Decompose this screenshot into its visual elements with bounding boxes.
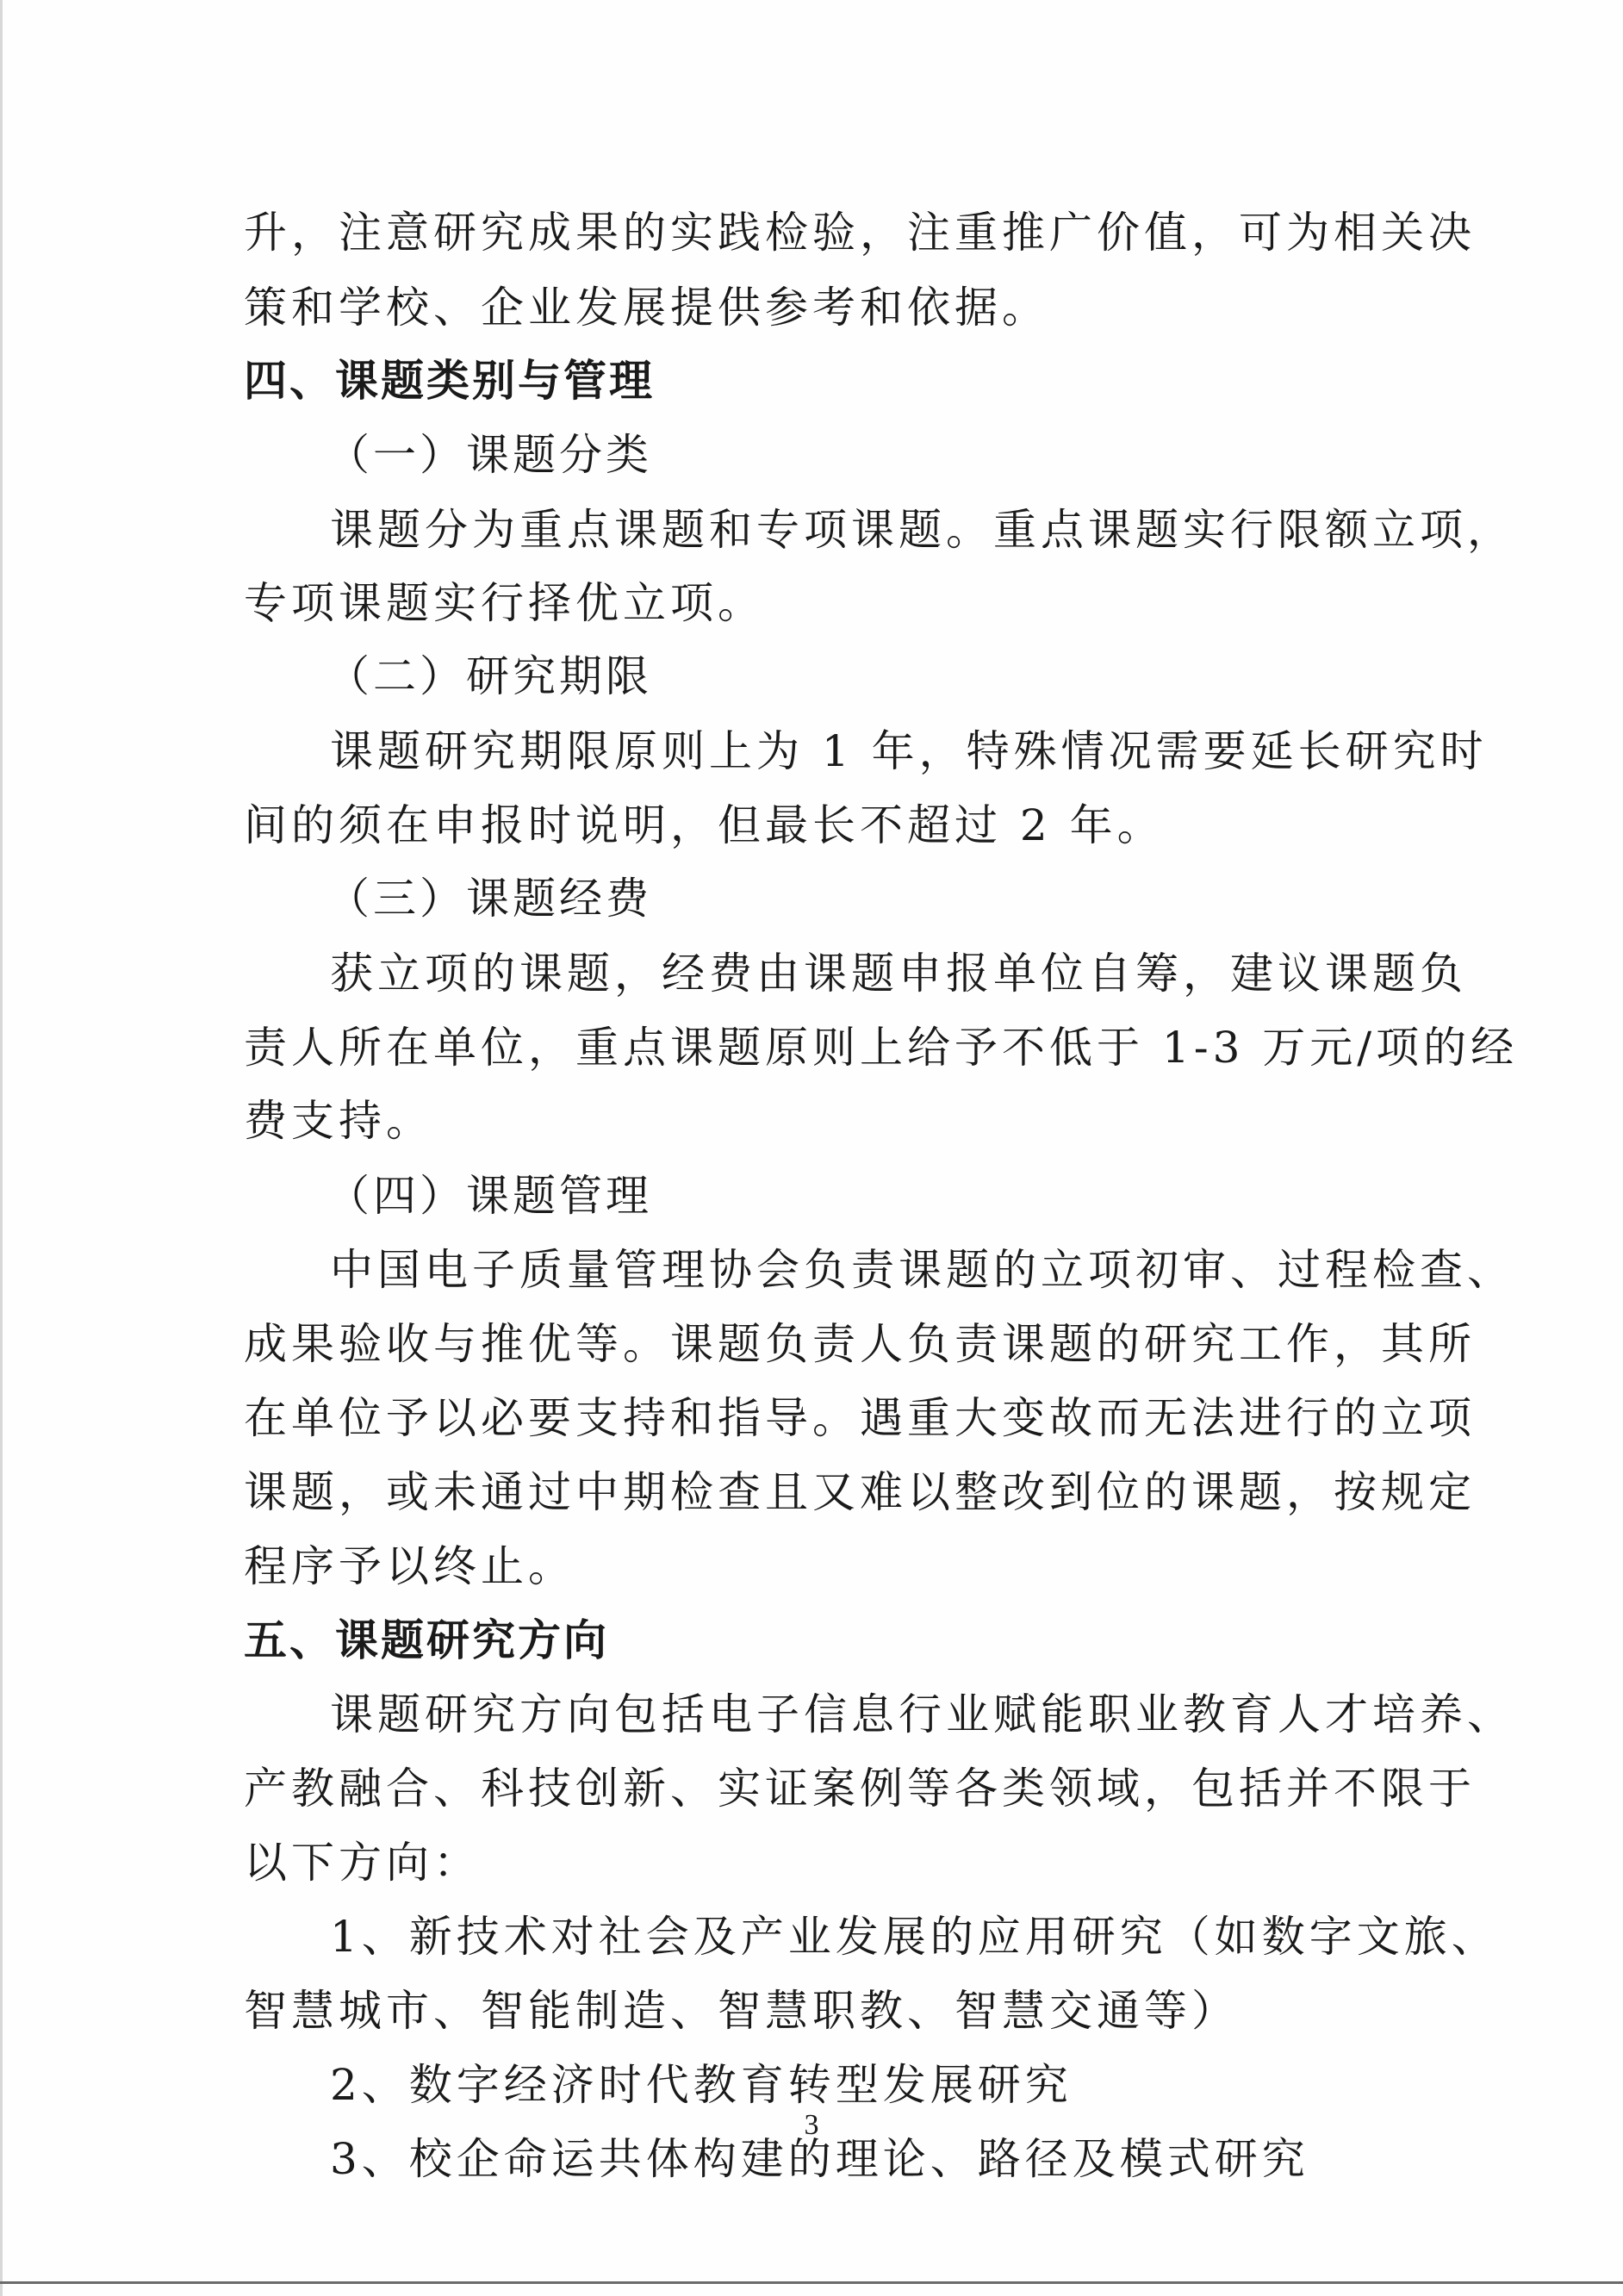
subsection-heading: （四）课题管理 <box>326 1171 652 1221</box>
bottom-rule <box>0 2281 1623 2284</box>
subsection-heading: （一）课题分类 <box>326 430 652 480</box>
paragraph-line: 中国电子质量管理协会负责课题的立项初审、过程检查、 <box>330 1245 1514 1295</box>
paragraph-line: 课题分为重点课题和专项课题。重点课题实行限额立项， <box>330 505 1514 555</box>
paragraph-line: 产教融合、科技创新、实证案例等各类领域，包括并不限于 <box>244 1764 1476 1814</box>
paragraph-line: 以下方向： <box>244 1838 481 1888</box>
list-item-continuation: 智慧城市、智能制造、智慧职教、智慧交通等） <box>244 1986 1239 2036</box>
list-item: 3、校企命运共体构建的理论、路径及模式研究 <box>330 2134 1309 2184</box>
paragraph-line: 课题研究方向包括电子信息行业赋能职业教育人才培养、 <box>330 1689 1514 1739</box>
paragraph-line: 策和学校、企业发展提供参考和依据。 <box>244 283 1049 333</box>
scan-edge <box>0 0 3 2296</box>
paragraph-line: 费支持。 <box>244 1096 433 1146</box>
section-heading-5: 五、课题研究方向 <box>244 1615 609 1665</box>
section-heading-4: 四、课题类别与管理 <box>244 356 655 406</box>
subsection-heading: （二）研究期限 <box>326 651 652 701</box>
subsection-heading: （三）课题经费 <box>326 874 652 924</box>
paragraph-line: 间的须在申报时说明，但最长不超过 2 年。 <box>244 800 1165 850</box>
page-number: 3 <box>804 2109 819 2141</box>
paragraph-line: 升，注意研究成果的实践检验，注重推广价值，可为相关决 <box>244 208 1476 258</box>
paragraph-line: 程序予以终止。 <box>244 1541 575 1591</box>
paragraph-line: 专项课题实行择优立项。 <box>244 578 765 628</box>
list-item: 2、数字经济时代教育转型发展研究 <box>330 2060 1073 2110</box>
paragraph-line: 在单位予以必要支持和指导。遇重大变故而无法进行的立项 <box>244 1393 1476 1443</box>
paragraph-line: 课题研究期限原则上为 1 年，特殊情况需要延长研究时 <box>330 726 1488 776</box>
paragraph-line: 课题，或未通过中期检查且又难以整改到位的课题，按规定 <box>244 1467 1476 1517</box>
paragraph-line: 责人所在单位，重点课题原则上给予不低于 1-3 万元/项的经 <box>244 1023 1519 1073</box>
paragraph-line: 成果验收与推优等。课题负责人负责课题的研究工作，其所 <box>244 1319 1476 1369</box>
paragraph-line: 获立项的课题，经费由课题申报单位自筹，建议课题负 <box>330 949 1467 999</box>
list-item: 1、新技术对社会及产业发展的应用研究（如数字文旅、 <box>330 1912 1499 1962</box>
